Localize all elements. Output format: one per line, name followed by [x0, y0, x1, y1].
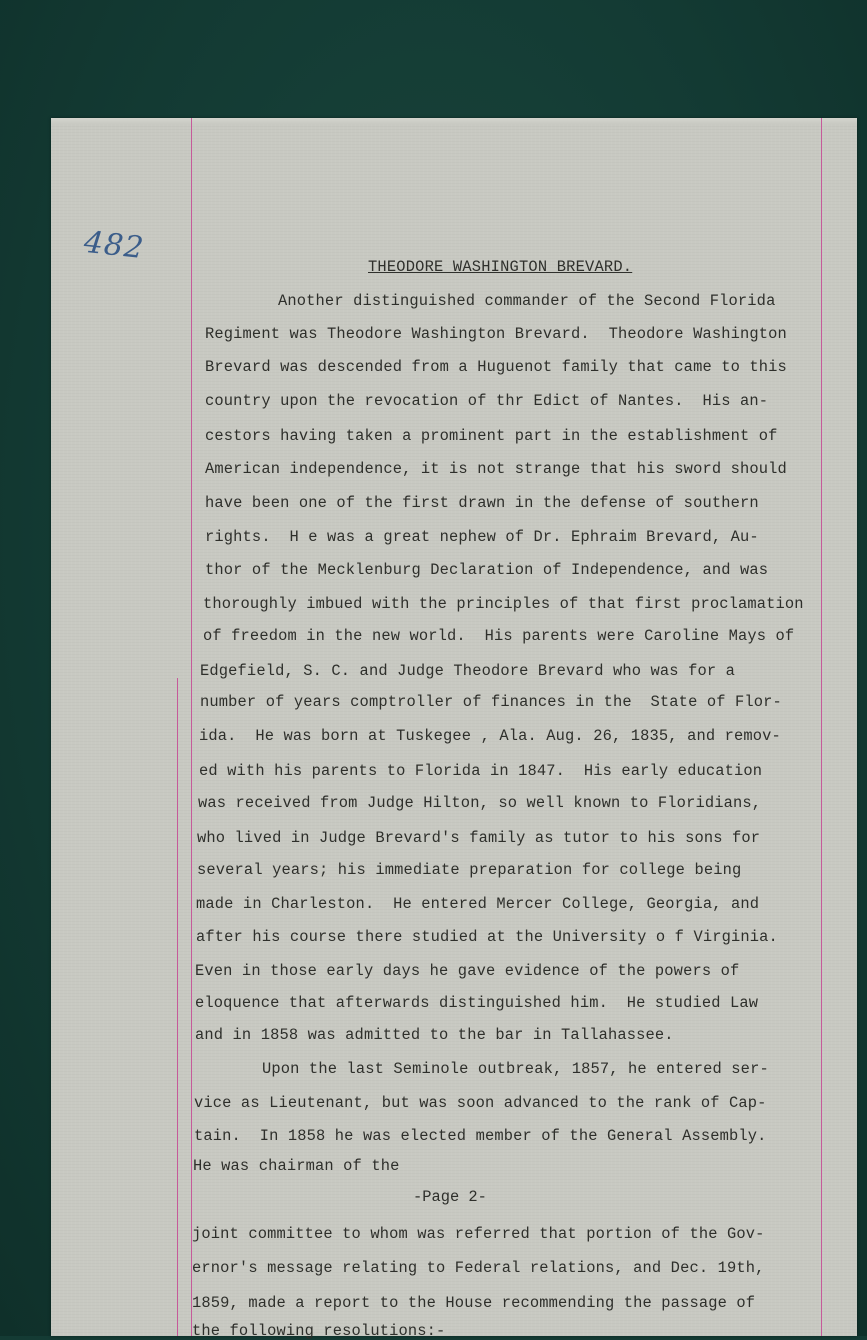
right-margin-rule — [821, 118, 822, 1336]
body-line: ed with his parents to Florida in 1847. His early education — [199, 762, 763, 780]
page2-line: joint committee to whom was referred that portion of the Gov- — [192, 1225, 765, 1243]
body-line: and in 1858 was admitted to the bar in Tallahassee. — [195, 1026, 674, 1044]
paper-top-edge — [51, 118, 857, 124]
page2-line: the following resolutions:- — [192, 1322, 446, 1340]
body-line: have been one of the first drawn in the defense of southern — [205, 494, 759, 512]
body-line: made in Charleston. He entered Mercer College, Georgia, and — [196, 895, 760, 913]
body-line: tain. In 1858 he was elected member of the General Assembly. — [194, 1127, 767, 1145]
body-line: rights. H e was a great nephew of Dr. Ephraim Brevard, Au- — [205, 528, 759, 546]
page-marker: -Page 2- — [413, 1188, 487, 1206]
body-line: Regiment was Theodore Washington Brevard. Theodore Washington — [205, 325, 787, 343]
body-line: after his course there studied at the University o f Virginia. — [196, 928, 778, 946]
body-line: Brevard was descended from a Huguenot family that came to this — [205, 358, 787, 376]
page2-line: ernor's message relating to Federal relations, and Dec. 19th, — [192, 1259, 765, 1277]
left-margin-rule-lower — [177, 678, 178, 1336]
left-margin-rule — [191, 118, 192, 1336]
body-line: vice as Lieutenant, but was soon advanced to the rank of Cap- — [194, 1094, 767, 1112]
body-line: thor of the Mecklenburg Declaration of Independence, and was — [205, 561, 769, 579]
body-line: American independence, it is not strange that his sword should — [205, 460, 787, 478]
body-line: several years; his immediate preparation for college being — [197, 861, 742, 879]
document-title: THEODORE WASHINGTON BREVARD. — [368, 258, 633, 276]
handwritten-page-number: 482 — [82, 224, 146, 267]
body-line: thoroughly imbued with the principles of that first proclamation — [203, 595, 804, 613]
body-line: of freedom in the new world. His parents were Caroline Mays of — [203, 627, 795, 645]
body-line: eloquence that afterwards distinguished him. He studied Law — [195, 994, 759, 1012]
body-line: ida. He was born at Tuskegee , Ala. Aug. 26, 1835, and remov- — [199, 727, 781, 745]
page2-line: 1859, made a report to the House recommending the passage of — [192, 1294, 756, 1312]
body-line: who lived in Judge Brevard's family as tutor to his sons for — [197, 829, 761, 847]
body-line: Upon the last Seminole outbreak, 1857, he entered ser- — [262, 1060, 769, 1078]
body-line: Edgefield, S. C. and Judge Theodore Brevard who was for a — [200, 662, 735, 680]
body-line: He was chairman of the — [193, 1157, 400, 1175]
body-line: was received from Judge Hilton, so well known to Floridians, — [198, 794, 762, 812]
body-line: Even in those early days he gave evidence of the powers of — [195, 962, 740, 980]
body-line: country upon the revocation of thr Edict of Nantes. His an- — [205, 392, 769, 410]
body-line: number of years comptroller of finances in the State of Flor- — [200, 693, 782, 711]
body-line: cestors having taken a prominent part in the establishment of — [205, 427, 778, 445]
body-line: Another distinguished commander of the Second Florida — [278, 292, 776, 310]
